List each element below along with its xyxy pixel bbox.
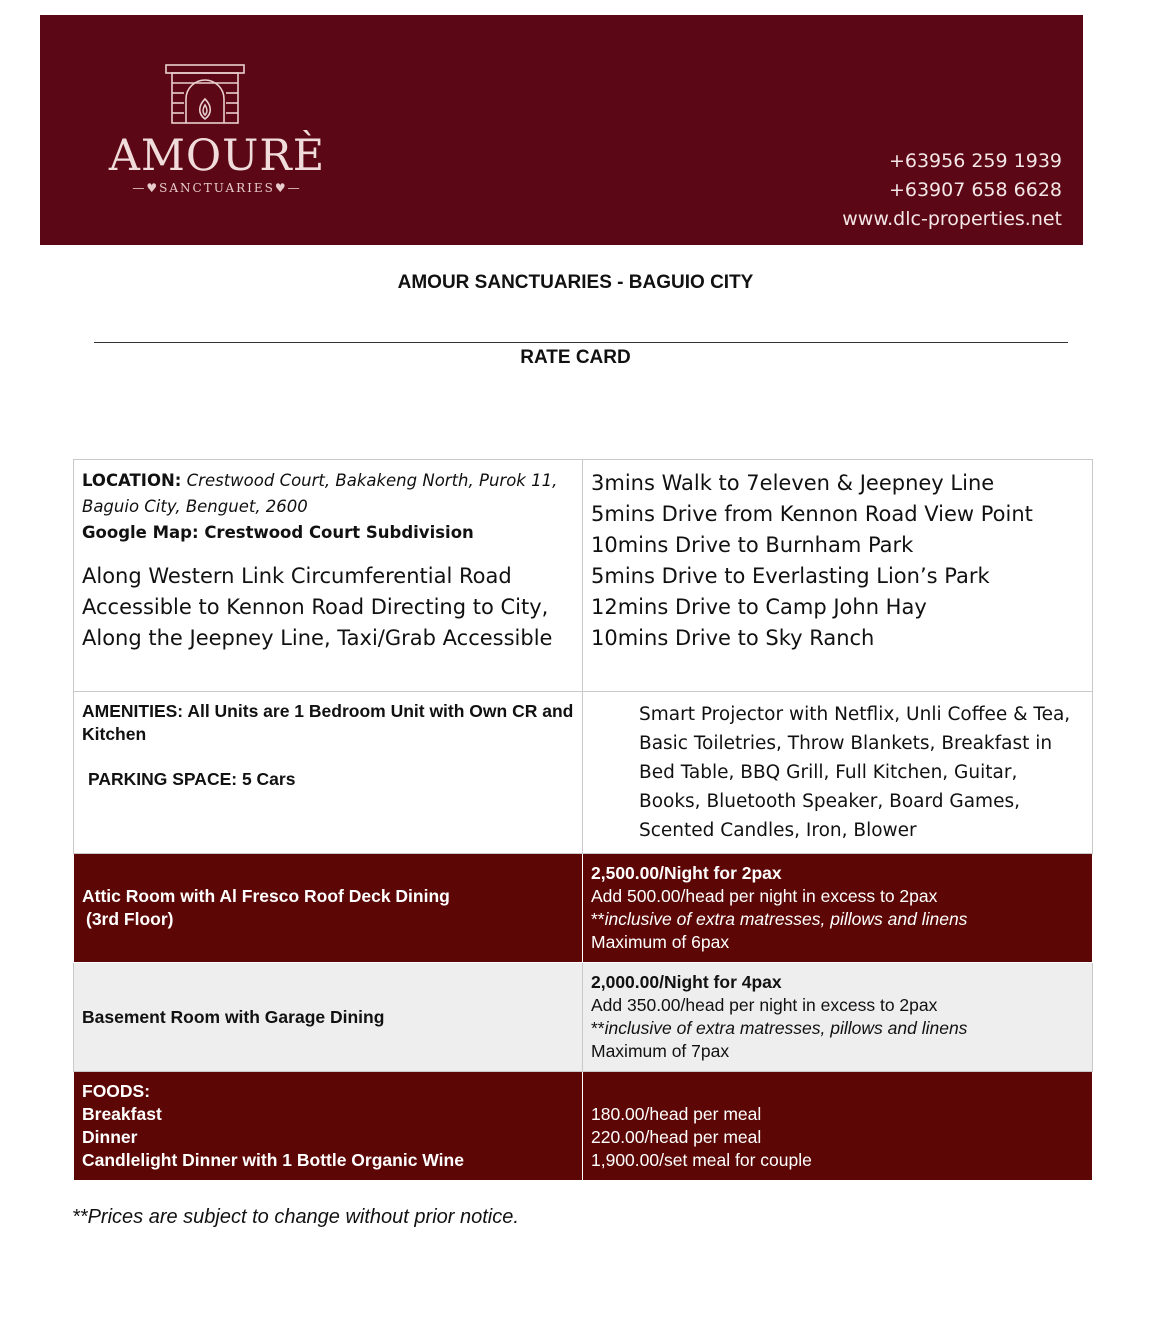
food-item-price: 1,900.00/set meal for couple	[591, 1150, 812, 1170]
amenities-list	[639, 700, 1084, 845]
attic-room-row	[74, 854, 1093, 963]
page-subtitle: RATE CARD	[520, 347, 631, 368]
website-link[interactable]: www.dlc-properties.net	[842, 208, 1062, 230]
page-title: AMOUR SANCTUARIES - BAGUIO CITY	[397, 272, 754, 293]
parking-label: PARKING SPACE: 5 Cars	[88, 769, 296, 789]
access-line: Along Western Link Circumferential Road	[82, 564, 512, 588]
amenities-cell	[74, 692, 583, 854]
room-rate: 2,000.00/Night for 4pax	[591, 972, 782, 992]
nearby-item: 10mins Drive to Burnham Park	[591, 533, 914, 557]
fireplace-icon	[164, 63, 246, 125]
nearby-item: 10mins Drive to Sky Ranch	[591, 626, 875, 650]
phone-1: +63956 259 1939	[888, 150, 1062, 172]
brand-name: AMOURÈ	[108, 131, 326, 181]
note-text: inclusive of extra matresses, pillows and linens	[604, 1018, 968, 1038]
room-name: Basement Room with Garage Dining	[82, 1006, 385, 1027]
room-max: Maximum of 6pax	[591, 932, 730, 952]
room-extra: Add 350.00/head per night in excess to 2pax	[591, 995, 938, 1015]
rate-table	[73, 459, 1093, 1181]
phone-2: +63907 658 6628	[888, 179, 1062, 201]
nearby-cell	[583, 460, 1093, 692]
note-prefix: **	[591, 1018, 605, 1038]
location-address	[82, 468, 574, 520]
foods-name-cell	[74, 1072, 583, 1181]
brand-subtitle: —♥SANCTUARIES♥—	[132, 181, 302, 195]
food-item-price: 220.00/head per meal	[591, 1127, 762, 1147]
amenity-line: Books, Bluetooth Speaker, Board Games,	[639, 791, 1020, 812]
foods-label: FOODS:	[82, 1081, 151, 1101]
basement-room-name-cell	[74, 963, 583, 1072]
amenities-label: AMENITIES: All Units are 1 Bedroom Unit with Own CR and Kitchen	[82, 701, 574, 744]
nearby-item: 3mins Walk to 7eleven & Jeepney Line	[591, 471, 995, 495]
access-line: Along the Jeepney Line, Taxi/Grab Accessible	[82, 626, 553, 650]
nearby-item: 5mins Drive from Kennon Road View Point	[591, 502, 1033, 526]
basement-room-rate-cell	[583, 963, 1093, 1072]
room-note	[591, 908, 1084, 931]
food-item-name: Candlelight Dinner with 1 Bottle Organic Wine	[82, 1150, 464, 1170]
brand-sub-text: SANCTUARIES	[159, 181, 275, 195]
room-note	[591, 1017, 1084, 1040]
divider	[94, 342, 1068, 343]
amenity-line: Basic Toiletries, Throw Blankets, Breakfast in	[639, 733, 1053, 754]
foods-row	[74, 1072, 1093, 1181]
food-item-price: 180.00/head per meal	[591, 1104, 762, 1124]
amenity-line: Bed Table, BBQ Grill, Full Kitchen, Guitar,	[639, 762, 1018, 783]
amenity-line: Scented Candles, Iron, Blower	[639, 820, 917, 841]
access-lines	[82, 561, 574, 654]
nearby-list	[591, 468, 1084, 654]
access-line: Accessible to Kennon Road Directing to City,	[82, 595, 549, 619]
note-text: inclusive of extra matresses, pillows and linens	[604, 909, 968, 929]
room-max: Maximum of 7pax	[591, 1041, 730, 1061]
header-banner	[40, 15, 1083, 245]
note-prefix: **	[591, 909, 605, 929]
location-cell	[74, 460, 583, 692]
food-item-name: Breakfast	[82, 1104, 162, 1124]
amenities-list-cell	[583, 692, 1093, 854]
room-rate: 2,500.00/Night for 2pax	[591, 863, 782, 883]
foods-price-cell	[583, 1072, 1093, 1181]
location-row	[74, 460, 1093, 692]
google-map-line: Google Map: Crestwood Court Subdivision	[82, 523, 474, 542]
footnote: **Prices are subject to change without prior notice.	[72, 1206, 519, 1228]
food-item-name: Dinner	[82, 1127, 138, 1147]
brand-logo	[102, 63, 332, 223]
room-floor: (3rd Floor)	[86, 909, 174, 929]
amenities-row	[74, 692, 1093, 854]
amenity-line: Smart Projector with Netflix, Unli Coffee & Tea,	[639, 704, 1071, 725]
room-extra: Add 500.00/head per night in excess to 2pax	[591, 886, 938, 906]
location-label: LOCATION:	[82, 471, 182, 490]
attic-room-name-cell	[74, 854, 583, 963]
location-address-text: Crestwood Court, Bakakeng North, Purok 11, Baguio City, Benguet, 2600	[82, 471, 558, 516]
room-name: Attic Room with Al Fresco Roof Deck Dining	[82, 886, 450, 906]
basement-room-row	[74, 963, 1093, 1072]
nearby-item: 12mins Drive to Camp John Hay	[591, 595, 927, 619]
contact-info	[842, 147, 1062, 234]
attic-room-rate-cell	[583, 854, 1093, 963]
nearby-item: 5mins Drive to Everlasting Lion’s Park	[591, 564, 990, 588]
